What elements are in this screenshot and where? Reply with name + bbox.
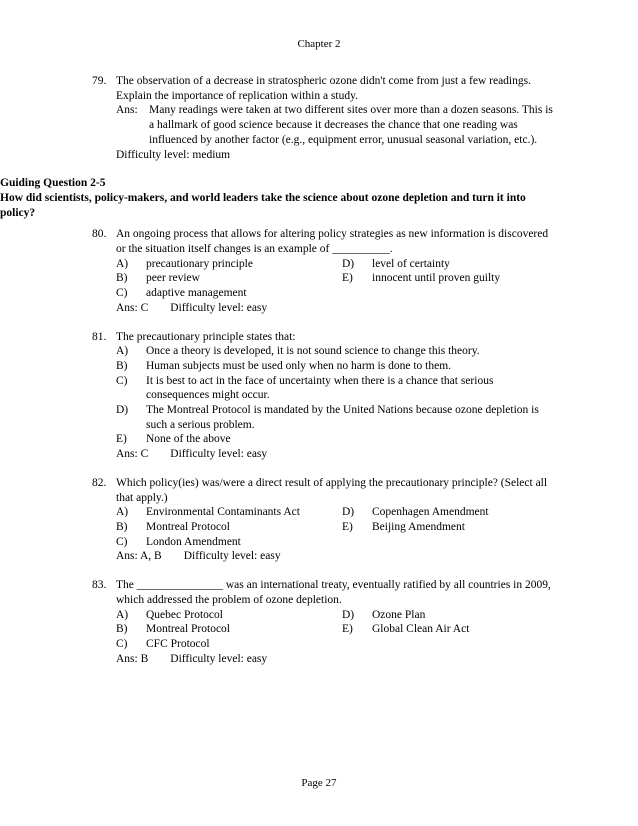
option-text: adaptive management [146, 287, 247, 300]
option-text: Global Clean Air Act [372, 623, 470, 636]
question-79 [86, 74, 556, 162]
answer-line [116, 447, 556, 462]
option-text: None of the above [146, 433, 231, 446]
option-letter: C) [116, 535, 128, 548]
question-stem: The _______________ was an international treaty, eventually ratified by all countries in 2009, which addressed the problem of ozone depletion. [116, 579, 551, 606]
option-text: London Amendment [146, 535, 241, 548]
question-stem: The precautionary principle states that: [116, 330, 296, 343]
difficulty-level: Difficulty level: medium [116, 148, 231, 161]
answer-text: Many readings were taken at two different sites over more than a dozen seasons. This is a hallmark of good science because it decreases the chance that one reading was influenced by another factor (e.g., equipment error, unusual seasonal variation, etc.). [149, 104, 553, 146]
option-letter: E) [116, 433, 127, 446]
question-stem: The observation of a decrease in stratospheric ozone didn't come from just a few readings. Explain the importance of replication within a study. [116, 75, 531, 102]
option-text: The Montreal Protocol is mandated by the United Nations because ozone depletion is such a serious problem. [146, 404, 539, 431]
page-footer: Page 27 [301, 777, 337, 789]
options-list [116, 608, 556, 652]
question-stem: Which policy(ies) was/were a direct result of applying the precautionary principle? (Select all that apply.) [116, 476, 548, 504]
answer-block [116, 103, 556, 147]
option-text: Beijing Amendment [372, 520, 465, 533]
option-letter: A) [116, 345, 129, 358]
question-81 [86, 330, 556, 462]
option-text: It is best to act in the face of uncertainty when there is a chance that serious consequences might occur. [146, 374, 494, 402]
difficulty-level: Difficulty level: easy [170, 652, 268, 665]
answer-key: Ans: A, B [116, 550, 162, 563]
option-letter: B) [116, 520, 128, 533]
guiding-question [0, 176, 560, 220]
answer-key: Ans: C [116, 448, 149, 461]
options-list [116, 257, 556, 301]
option-letter: D) [342, 257, 355, 270]
question-number: 82. [92, 476, 107, 489]
answer-key: Ans: C [116, 301, 149, 314]
option-letter: A) [116, 257, 129, 270]
option-letter: C) [116, 287, 128, 300]
option-text: Quebec Protocol [146, 608, 223, 621]
question-number: 80. [92, 228, 107, 241]
option-text: Once a theory is developed, it is not sound science to change this theory. [146, 345, 480, 358]
option-letter: A) [116, 608, 129, 621]
page-header: Chapter 2 [297, 38, 341, 50]
option-letter: E) [342, 520, 353, 533]
answer-key: Ans: B [116, 652, 149, 665]
options-list [116, 505, 556, 549]
question-82 [86, 476, 556, 564]
page-content [0, 74, 556, 680]
answer-label: Ans: [116, 104, 138, 117]
option-letter: B) [116, 623, 128, 636]
option-text: peer review [146, 272, 200, 285]
option-letter: B) [116, 272, 128, 285]
difficulty-level: Difficulty level: easy [183, 550, 281, 563]
option-letter: E) [342, 623, 353, 636]
option-letter: D) [116, 404, 129, 417]
option-letter: D) [342, 506, 355, 519]
question-number: 81. [92, 330, 107, 343]
option-letter: D) [342, 608, 355, 621]
answer-line [116, 549, 556, 564]
option-text: Human subjects must be used only when no harm is done to them. [146, 359, 452, 372]
answer-line [116, 301, 556, 316]
guiding-question-text: How did scientists, policy-makers, and world leaders take the science about ozone depletion and turn it into policy? [0, 191, 526, 219]
difficulty-level: Difficulty level: easy [170, 301, 268, 314]
option-letter: A) [116, 506, 129, 519]
question-number: 79. [92, 75, 107, 87]
option-text: Montreal Protocol [146, 623, 230, 636]
option-text: Copenhagen Amendment [372, 506, 489, 519]
question-number: 83. [92, 579, 107, 592]
answer-line [116, 652, 556, 667]
question-83 [86, 578, 556, 666]
option-text: Ozone Plan [372, 608, 426, 621]
option-text: Montreal Protocol [146, 520, 230, 533]
option-letter: E) [342, 272, 353, 285]
option-letter: C) [116, 637, 128, 650]
option-text: CFC Protocol [146, 637, 210, 650]
option-text: Environmental Contaminants Act [146, 506, 300, 519]
option-text: innocent until proven guilty [372, 272, 501, 285]
question-stem: An ongoing process that allows for altering policy strategies as new information is discovered or the situation itself changes is an example of __________. [116, 228, 549, 256]
options-list [116, 344, 556, 447]
guiding-question-title: Guiding Question 2-5 [0, 177, 106, 190]
difficulty-level: Difficulty level: easy [170, 448, 268, 461]
option-letter: B) [116, 359, 128, 372]
option-letter: C) [116, 374, 128, 387]
option-text: level of certainty [372, 257, 450, 270]
option-text: precautionary principle [146, 257, 253, 270]
question-80 [86, 227, 556, 315]
